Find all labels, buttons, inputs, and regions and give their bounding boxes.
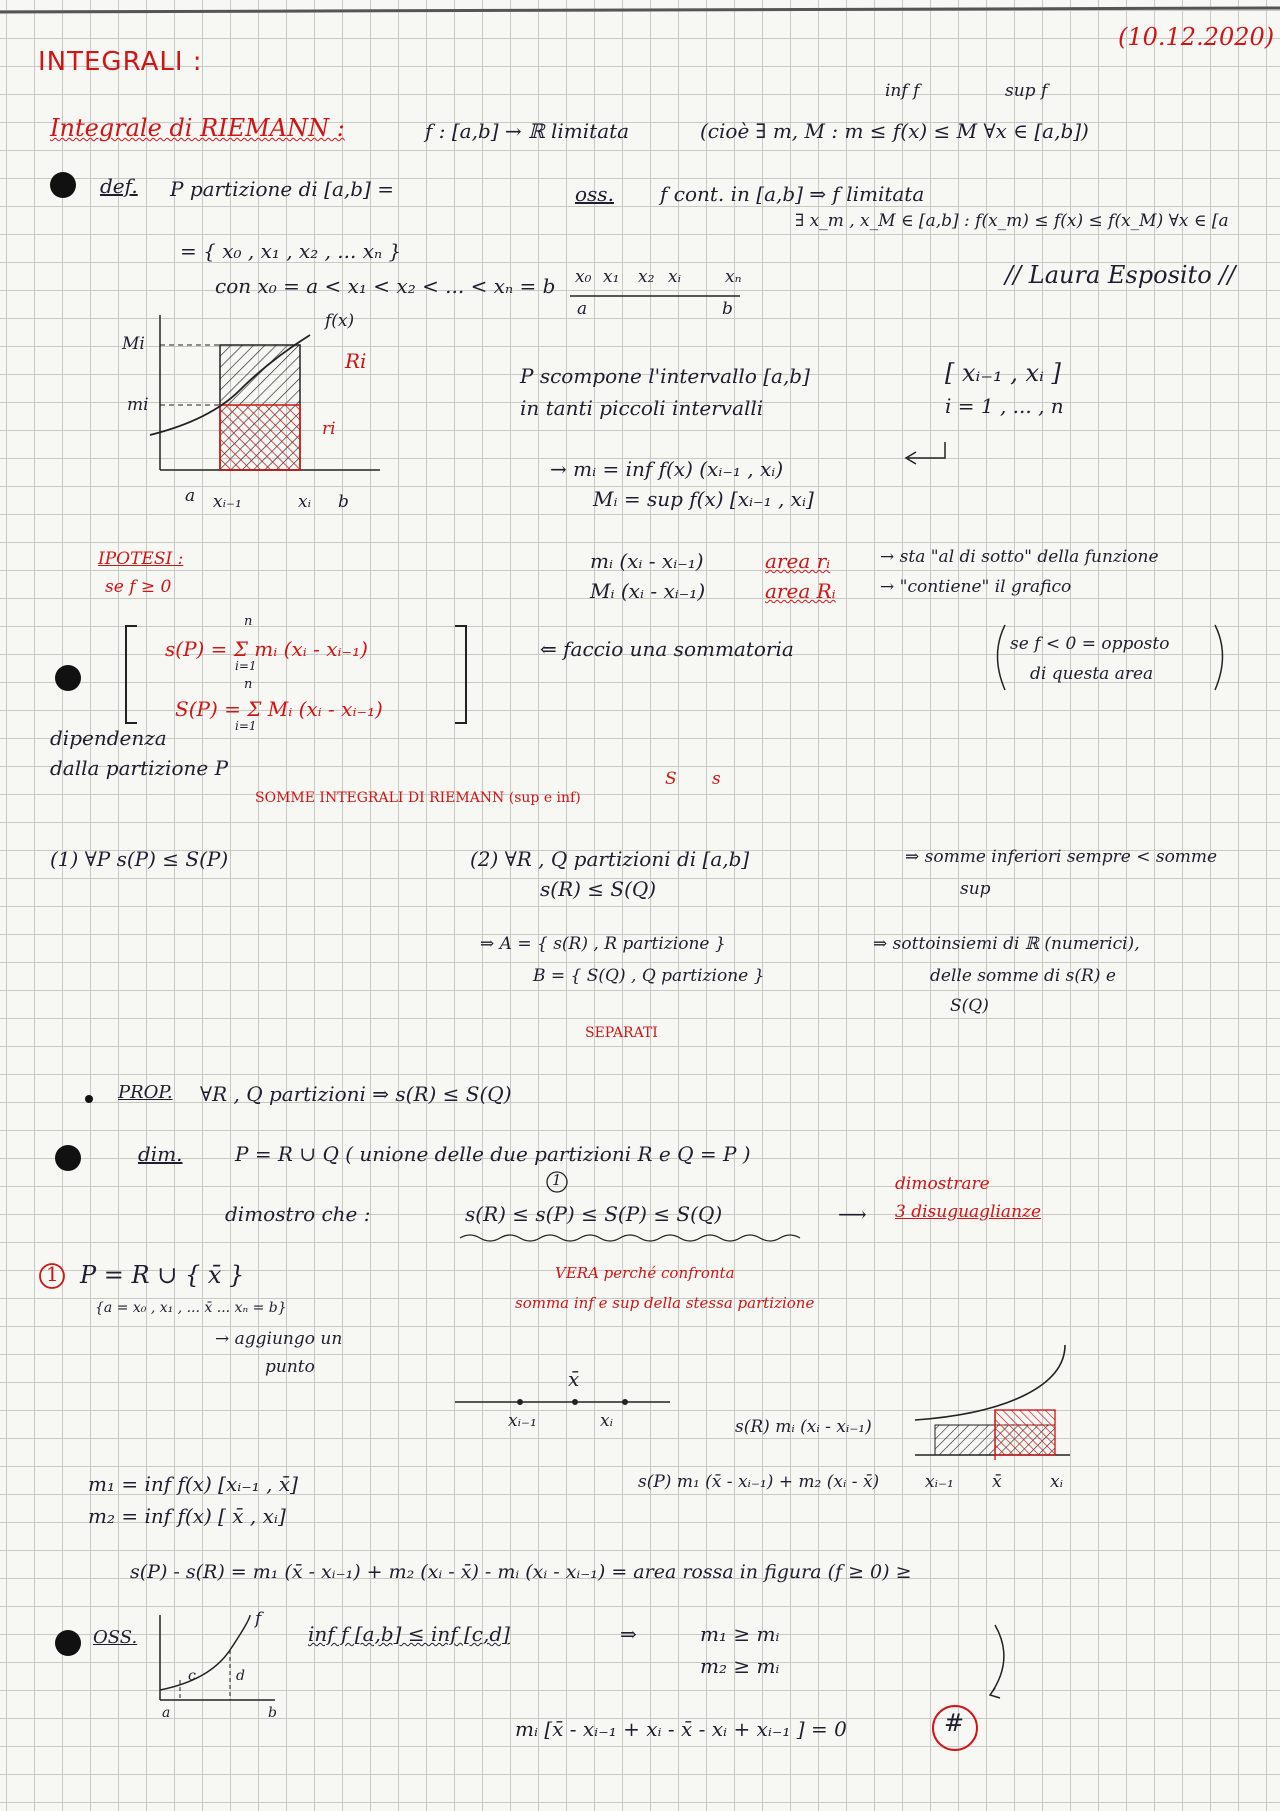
oss-extremes: ∃ x_m , x_M ∈ [a,b] : f(x_m) ≤ f(x) ≤ f(x_M) ∀x ∈ [a	[795, 211, 1229, 231]
final-equation: mᵢ [x̄ - xᵢ₋₁ + xᵢ - x̄ - xᵢ + xᵢ₋₁ ] = 0	[515, 1717, 847, 1741]
hash-symbol: #	[944, 1709, 965, 1737]
inequality-chain: s(R) ≤ s(P) ≤ S(P) ≤ S(Q)	[465, 1202, 723, 1226]
sR-expression: s(R) mᵢ (xᵢ - xᵢ₋₁)	[735, 1417, 872, 1437]
partition-set: = { x₀ , x₁ , x₂ , ... xₙ }	[180, 239, 402, 263]
decomposition-line2: in tanti piccoli intervalli	[520, 396, 764, 420]
oss2-m1: m₁ ≥ mᵢ	[700, 1622, 780, 1646]
sums-bracket-left	[125, 625, 137, 724]
line-xi: xᵢ	[600, 1411, 614, 1431]
graph-xi: xᵢ	[298, 492, 312, 512]
mi-definition: → mᵢ = inf f(x) (xᵢ₋₁ , xᵢ)	[550, 457, 784, 481]
graph-b: b	[338, 492, 349, 512]
decomposition-line1: P scompone l'intervallo [a,b]	[520, 364, 810, 388]
negative-note-2: di questa area	[1030, 664, 1154, 684]
prop-label: PROP.	[118, 1082, 173, 1103]
axis-xi: xᵢ	[668, 267, 682, 287]
axis-x2: x₂	[638, 267, 655, 287]
property-2: (2) ∀R , Q partizioni di [a,b]	[470, 847, 750, 871]
riemann-bounded: (cioè ∃ m, M : m ≤ f(x) ≤ M ∀x ∈ [a,b])	[700, 119, 1089, 143]
upper-area-formula: Mᵢ (xᵢ - xᵢ₋₁)	[590, 579, 706, 603]
graph-Ri: Ri	[345, 349, 367, 373]
date-label: (10.12.2020)	[1118, 23, 1275, 51]
subsets-1: ⇒ sottoinsiemi di ℝ (numerici),	[873, 934, 1140, 954]
bullet-prop	[85, 1095, 93, 1103]
subsets-3: S(Q)	[950, 996, 989, 1016]
sum-index-top: i=1	[235, 659, 257, 673]
top-edge	[0, 0, 1280, 20]
sum-index-bottom: i=1	[235, 719, 257, 733]
property-1: (1) ∀P s(P) ≤ S(P)	[50, 847, 229, 871]
axis-xn: xₙ	[725, 267, 742, 287]
oss2-arrow: ⇒	[620, 1622, 637, 1646]
oss2-inequality: inf f [a,b] ≤ inf [c,d]	[308, 1622, 510, 1646]
sP-expression: s(P) m₁ (x̄ - xᵢ₋₁) + m₂ (xᵢ - x̄)	[638, 1472, 880, 1492]
sommatoria-note: ⇐ faccio una sommatoria	[540, 637, 794, 661]
sum-n-bottom: n	[244, 677, 253, 692]
oss2-brace	[975, 1620, 1025, 1700]
subinterval-index: i = 1 , ... , n	[945, 394, 1064, 418]
upper-sum: S(P) = Σ Mᵢ (xᵢ - xᵢ₋₁)	[175, 697, 383, 721]
prop-text: ∀R , Q partizioni ⇒ s(R) ≤ S(Q)	[200, 1082, 512, 1106]
graph2-xbar: x̄	[992, 1472, 1002, 1492]
property-2d: sup	[960, 879, 991, 899]
inf-label: inf f	[885, 81, 920, 101]
dimostrare-2: 3 disuguaglianze	[895, 1202, 1042, 1222]
vera-1: VERA perché confronta	[555, 1264, 735, 1282]
difference-equation: s(P) - s(R) = m₁ (x̄ - xᵢ₋₁) + m₂ (xᵢ - x̄) - mᵢ (xᵢ - xᵢ₋₁) = area rossa in figura (f ≥ 0) ≥	[130, 1561, 912, 1583]
axis-a: a	[577, 299, 588, 319]
oss2-label: OSS.	[93, 1627, 138, 1648]
bracket-arrow	[900, 440, 950, 470]
line-xi-1: xᵢ₋₁	[508, 1411, 537, 1431]
definition-text: P partizione di [a,b] =	[170, 177, 394, 201]
oss-continuity: f cont. in [a,b] ⇒ f limitata	[660, 182, 925, 206]
S-mark: S	[665, 769, 677, 789]
property-2c: ⇒ somme inferiori sempre < somme	[905, 847, 1218, 867]
bullet-dim	[55, 1145, 81, 1171]
hypothesis-label: IPOTESI :	[98, 549, 184, 569]
graph-mi: mi	[127, 395, 149, 415]
circle-one-text: 1	[552, 1171, 562, 1189]
oss2-f: f	[255, 1609, 262, 1629]
oss2-a: a	[162, 1705, 171, 1721]
step-one-detail: {a = x₀ , x₁ , ... x̄ ... xₙ = b}	[95, 1300, 287, 1316]
chain-arrow: ⟶	[838, 1202, 867, 1226]
dimostrare-1: dimostrare	[895, 1174, 990, 1194]
graph-Mi: Mi	[122, 334, 145, 354]
hypothesis-cond: se f ≥ 0	[105, 577, 172, 597]
riemann-heading: Integrale di RIEMANN :	[50, 114, 345, 142]
signature: // Laura Esposito //	[1005, 261, 1236, 289]
definition-label: def.	[100, 174, 138, 198]
line-xbar: x̄	[568, 1367, 580, 1391]
negative-note-parens	[985, 620, 1235, 700]
subinterval: [ xᵢ₋₁ , xᵢ ]	[945, 359, 1061, 387]
s-mark: s	[712, 769, 721, 789]
page-title: INTEGRALI :	[38, 47, 203, 77]
set-A: ⇒ A = { s(R) , R partizione }	[480, 934, 726, 954]
Mi-definition: Mᵢ = sup f(x) [xᵢ₋₁ , xᵢ]	[593, 487, 814, 511]
aggiungo-2: punto	[265, 1357, 315, 1377]
negative-note-1: se f < 0 = opposto	[1010, 634, 1170, 654]
dipendenza-1: dipendenza	[50, 726, 167, 750]
sum-n-top: n	[244, 614, 253, 629]
set-B: B = { S(Q) , Q partizione }	[533, 966, 765, 986]
bullet-oss2	[55, 1630, 81, 1656]
oss2-b: b	[268, 1705, 277, 1721]
graph2-xi: xᵢ	[1050, 1472, 1064, 1492]
graph-fx: f(x)	[325, 311, 355, 331]
oss2-m2: m₂ ≥ mᵢ	[700, 1654, 780, 1678]
subsets-2: delle somme di s(R) e	[930, 966, 1116, 986]
lower-area-name: area rᵢ	[765, 549, 831, 573]
partition-order: con x₀ = a < x₁ < x₂ < ... < xₙ = b	[215, 274, 556, 298]
lower-sum: s(P) = Σ mᵢ (xᵢ - xᵢ₋₁)	[165, 637, 368, 661]
dim-label: dim.	[138, 1142, 183, 1166]
separati-label: SEPARATI	[585, 1025, 658, 1041]
dim-text: P = R ∪ Q ( unione delle due partizioni R e Q = P )	[235, 1142, 751, 1166]
axis-b: b	[722, 299, 733, 319]
somme-integrali-label: SOMME INTEGRALI DI RIEMANN (sup e inf)	[255, 790, 581, 806]
riemann-rectangle-graph	[130, 310, 390, 490]
bullet-definition	[50, 172, 76, 198]
property-2b: s(R) ≤ S(Q)	[540, 877, 657, 901]
oss-label: oss.	[575, 182, 614, 206]
chain-underline	[460, 1232, 820, 1246]
sums-bracket-right	[455, 625, 467, 724]
lower-area-desc: → sta "al di sotto" della funzione	[880, 547, 1159, 567]
upper-area-desc: → "contiene" il grafico	[880, 577, 1072, 597]
lower-area-formula: mᵢ (xᵢ - xᵢ₋₁)	[590, 549, 704, 573]
m1-definition: m₁ = inf f(x) [xᵢ₋₁ , x̄]	[88, 1472, 298, 1496]
sup-label: sup f	[1005, 81, 1048, 101]
step-one-eq: P = R ∪ { x̄ }	[80, 1261, 245, 1289]
vera-2: somma inf e sup della stessa partizione	[515, 1294, 815, 1312]
dimostro-che: dimostro che :	[225, 1202, 371, 1226]
m2-definition: m₂ = inf f(x) [ x̄ , xᵢ]	[88, 1504, 286, 1528]
aggiungo-1: → aggiungo un	[215, 1329, 343, 1349]
axis-x0: x₀	[575, 267, 592, 287]
graph-xi-1: xᵢ₋₁	[213, 492, 242, 512]
bullet-sums	[55, 665, 81, 691]
riemann-function: f : [a,b] → ℝ limitata	[425, 119, 630, 143]
axis-x1: x₁	[603, 267, 620, 287]
graph-a: a	[185, 486, 196, 506]
xbar-area-graph	[915, 1340, 1075, 1470]
oss2-d: d	[236, 1668, 245, 1684]
dipendenza-2: dalla partizione P	[50, 756, 229, 780]
oss2-c: c	[188, 1668, 196, 1684]
step-one-number: 1	[46, 1262, 59, 1286]
graph-ri: ri	[322, 419, 336, 439]
upper-area-name: area Rᵢ	[765, 579, 836, 603]
graph2-xi-1: xᵢ₋₁	[925, 1472, 954, 1492]
